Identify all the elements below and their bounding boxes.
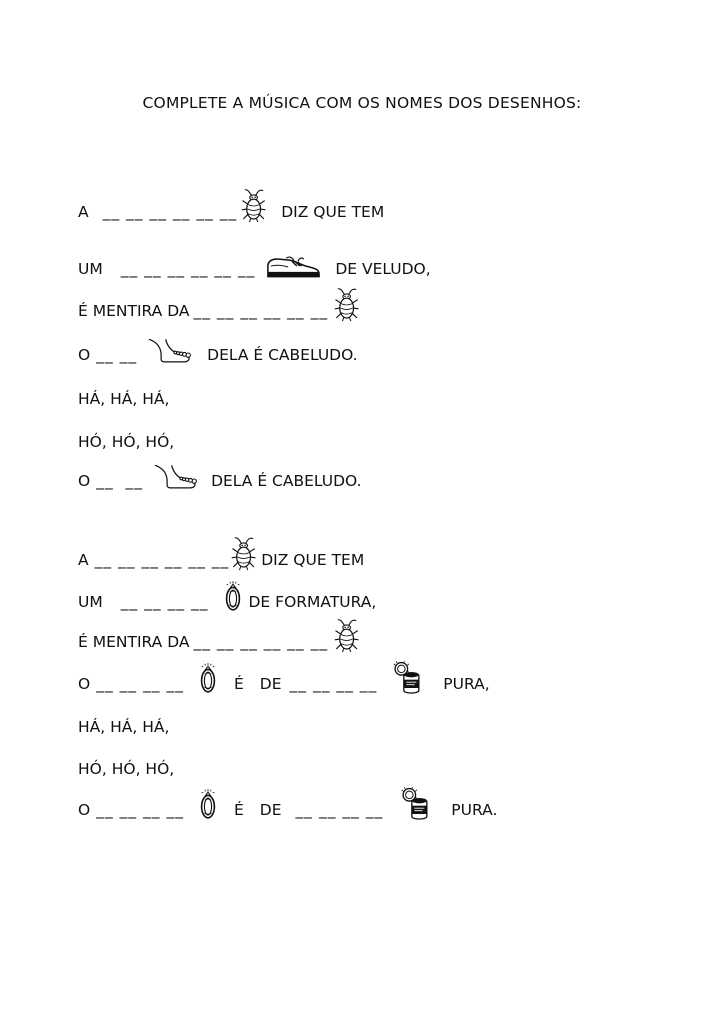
text: O — [78, 801, 91, 819]
text: A — [78, 551, 89, 569]
text: É MENTIRA DA — [78, 633, 190, 651]
verse1-line4 — [78, 336, 358, 366]
answer-blank: __ __ __ __ — [295, 801, 384, 819]
verse1-line1 — [78, 193, 384, 223]
verse2-line7 — [78, 791, 497, 821]
verse1-line2 — [78, 250, 431, 280]
verse1-line3 — [78, 292, 364, 322]
ring-icon — [223, 581, 243, 613]
cockroach-icon — [241, 189, 267, 223]
text: DE — [259, 801, 282, 819]
shoe-icon — [265, 254, 321, 280]
verse1-line7 — [78, 462, 362, 492]
cockroach-icon — [334, 288, 360, 322]
text: É — [233, 675, 244, 693]
tin-can-icon — [401, 787, 431, 821]
answer-blank: __ __ __ __ __ __ — [193, 302, 329, 320]
text: O — [78, 675, 91, 693]
foot-icon — [141, 336, 197, 366]
text: PURA. — [451, 801, 498, 819]
ring-icon — [198, 663, 218, 695]
tin-can-icon — [393, 661, 423, 695]
text: HÓ, HÓ, HÓ, — [78, 760, 175, 778]
answer-blank: __ __ __ __ — [120, 593, 209, 611]
text: DE — [259, 675, 282, 693]
verse2-line2 — [78, 583, 376, 613]
page-title: COMPLETE A MÚSICA COM OS NOMES DOS DESENHOS: — [142, 94, 582, 112]
verse2-line1 — [78, 541, 364, 571]
verse2-line4 — [78, 665, 490, 695]
text: A — [78, 203, 89, 221]
verse2-line6 — [78, 750, 174, 780]
ring-icon — [198, 789, 218, 821]
text: DELA É CABELUDO. — [207, 346, 358, 364]
text: UM — [78, 593, 103, 611]
text: DIZ QUE TEM — [261, 551, 365, 569]
text: DIZ QUE TEM — [281, 203, 385, 221]
verse2-line3 — [78, 623, 364, 653]
text: DELA É CABELUDO. — [211, 472, 362, 490]
answer-blank: __ __ __ __ __ __ — [120, 260, 256, 278]
cockroach-icon — [231, 537, 257, 571]
text: É — [233, 801, 244, 819]
verse2-line5 — [78, 708, 169, 738]
foot-icon — [147, 462, 203, 492]
answer-blank: __ __ — [96, 472, 144, 490]
text: O — [78, 472, 91, 490]
answer-blank: __ __ __ __ — [289, 675, 378, 693]
text: DE FORMATURA, — [248, 593, 377, 611]
text: UM — [78, 260, 103, 278]
text: HÁ, HÁ, HÁ, — [78, 718, 170, 736]
answer-blank: __ __ __ __ __ __ — [102, 203, 238, 221]
verse1-line5 — [78, 380, 169, 410]
text: PURA, — [443, 675, 490, 693]
text: HÓ, HÓ, HÓ, — [78, 433, 175, 451]
cockroach-icon — [334, 619, 360, 653]
answer-blank: __ __ __ __ __ __ — [94, 551, 230, 569]
answer-blank: __ __ __ __ __ __ — [193, 633, 329, 651]
answer-blank: __ __ __ __ — [96, 801, 184, 819]
text: DE VELUDO, — [335, 260, 431, 278]
text: É MENTIRA DA — [78, 302, 190, 320]
answer-blank: __ __ — [96, 346, 138, 364]
text: HÁ, HÁ, HÁ, — [78, 390, 170, 408]
answer-blank: __ __ __ __ — [96, 675, 184, 693]
text: O — [78, 346, 91, 364]
verse1-line6 — [78, 423, 174, 453]
